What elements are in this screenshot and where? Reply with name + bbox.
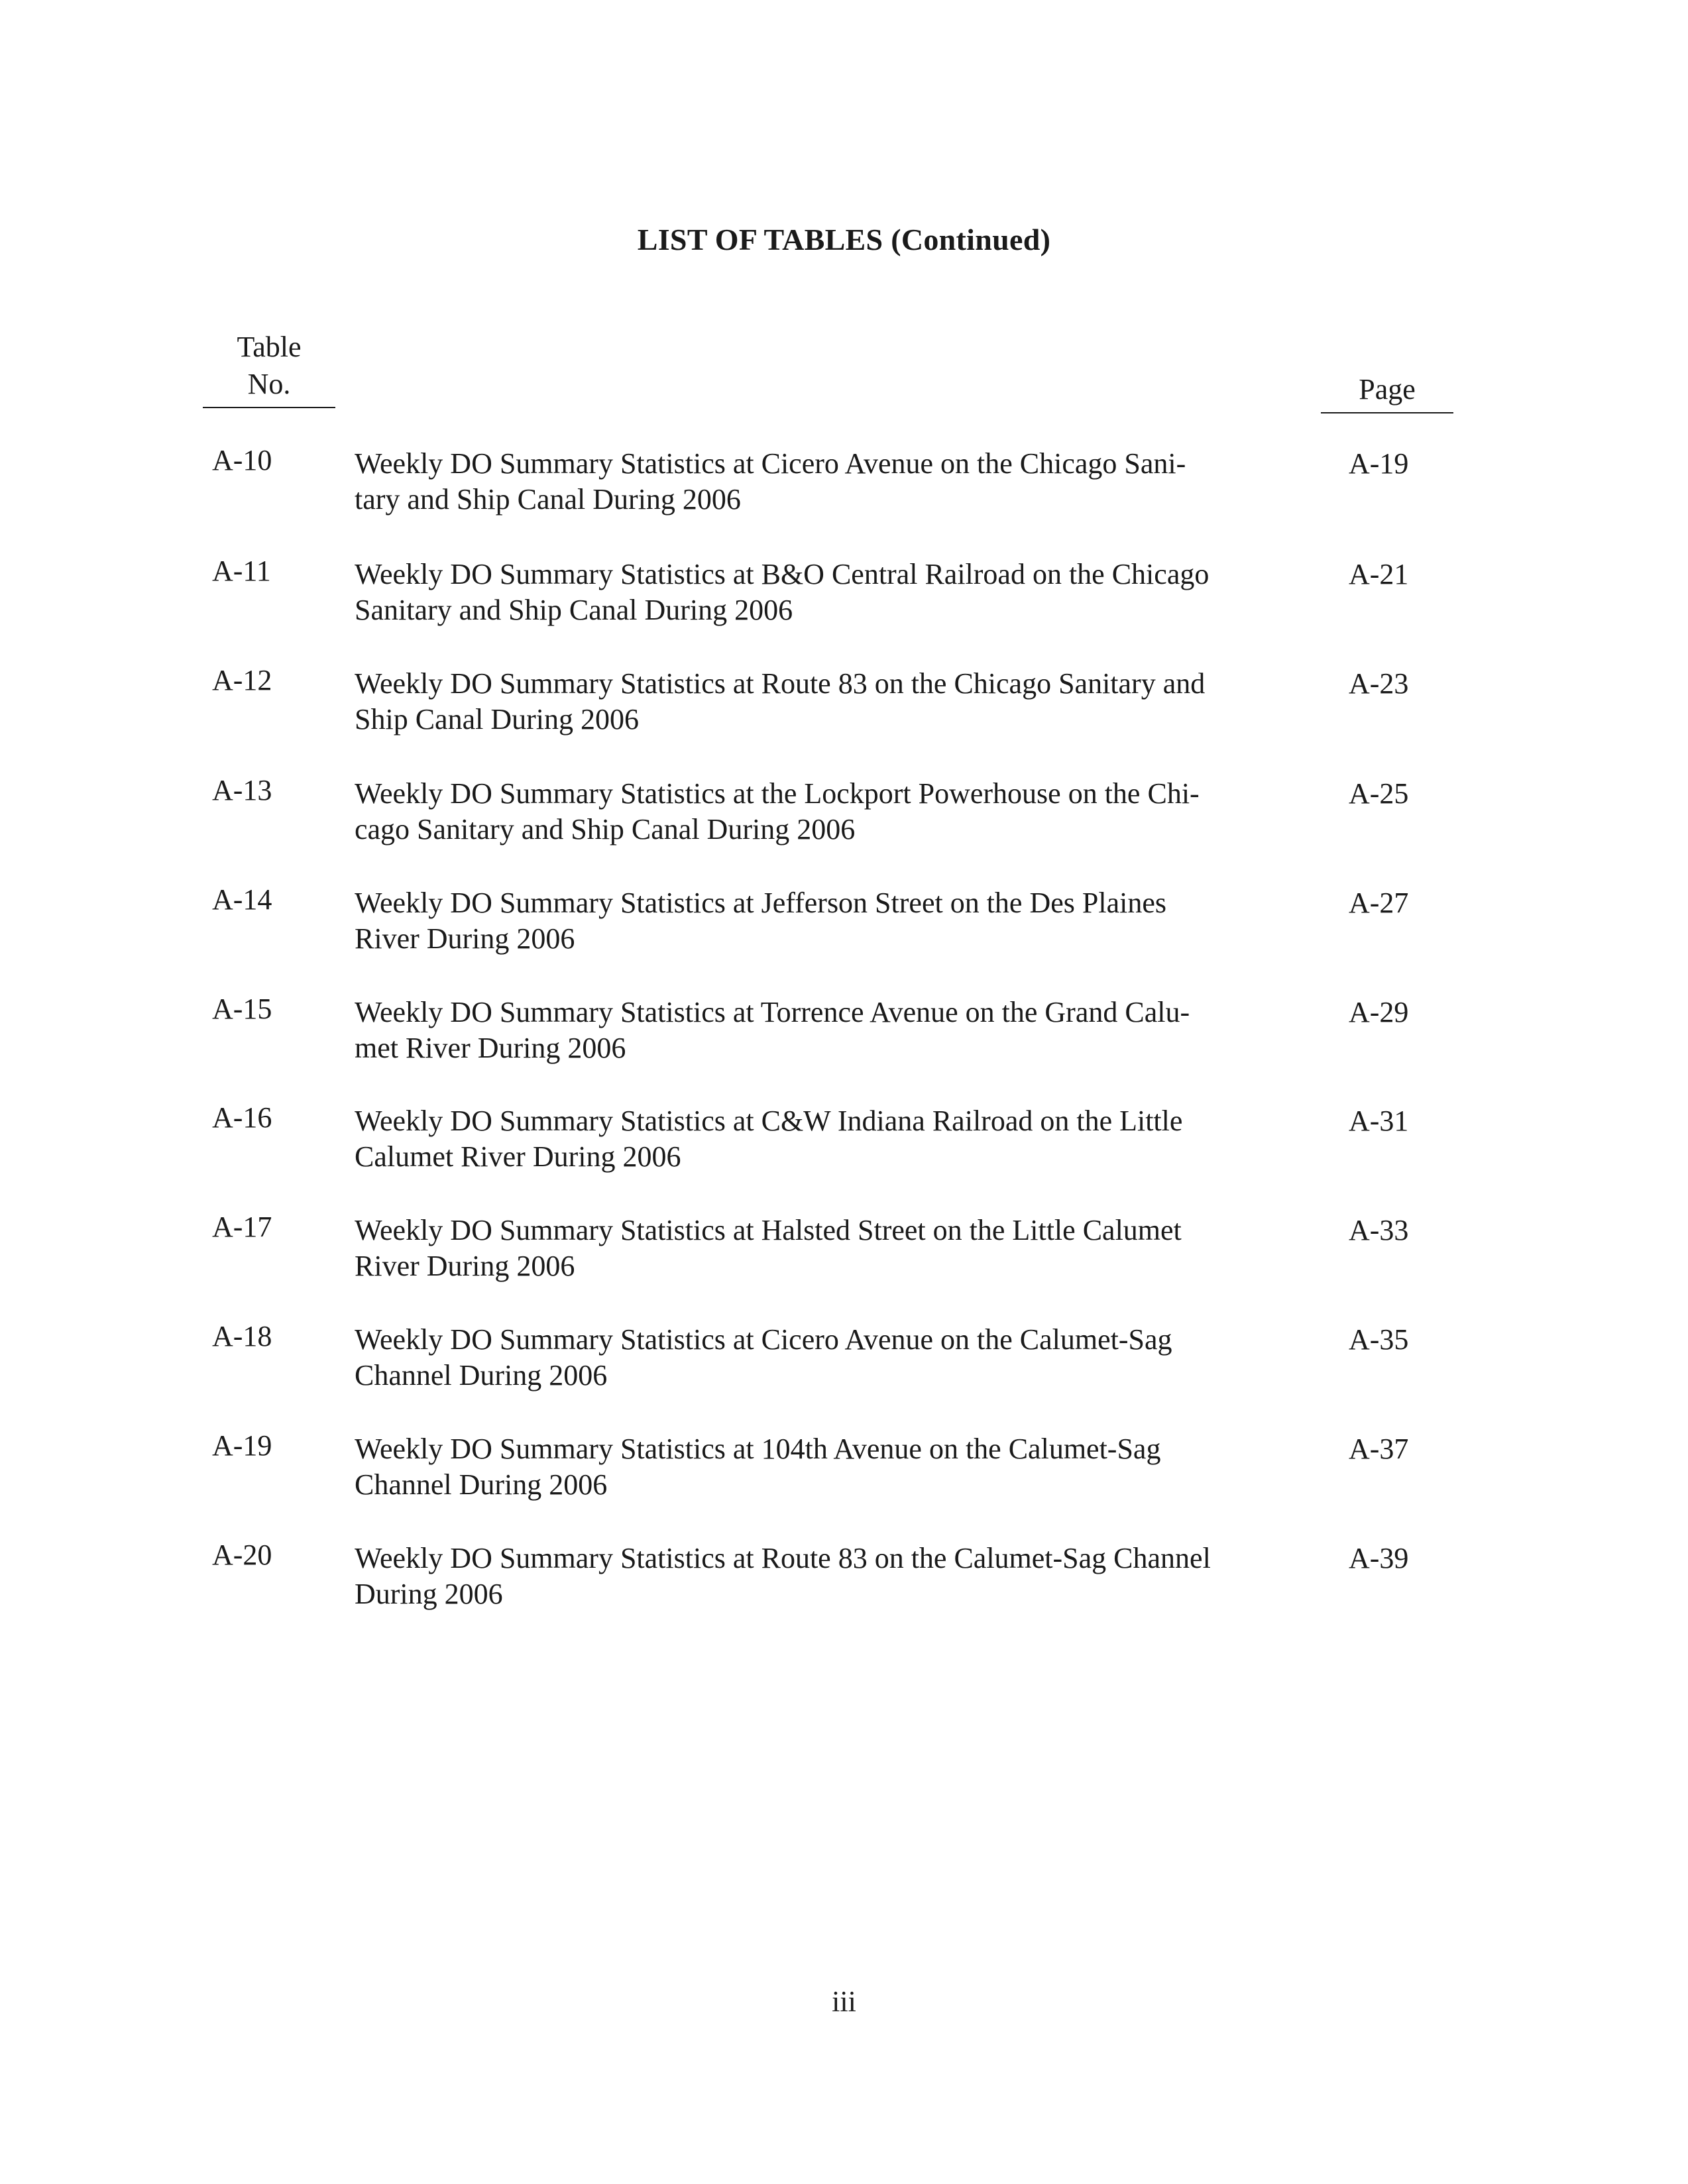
list-item[interactable] [0, 1319, 1688, 1392]
table-number: A-17 [212, 1211, 272, 1243]
table-description-line: tary and Ship Canal During 2006 [355, 483, 741, 516]
table-description-line: Weekly DO Summary Statistics at Cicero Avenue on the Chicago Sani- [355, 447, 1186, 480]
table-description [355, 666, 1302, 737]
table-description-line: Weekly DO Summary Statistics at Route 83 on the Calumet-Sag Channel [355, 1542, 1211, 1574]
page-number: iii [832, 1985, 856, 2018]
list-item[interactable] [0, 991, 1688, 1064]
table-description [355, 1322, 1302, 1393]
table-number: A-13 [212, 774, 272, 806]
table-description-line: Weekly DO Summary Statistics at B&O Central Railroad on the Chicago [355, 558, 1210, 590]
table-number: A-18 [212, 1320, 272, 1352]
list-item[interactable] [0, 773, 1688, 846]
table-description [355, 1103, 1302, 1175]
table-description-line: River During 2006 [355, 922, 575, 955]
list-item[interactable] [0, 443, 1688, 516]
table-description-line: Calumet River During 2006 [355, 1140, 681, 1173]
page-reference: A-35 [1349, 1323, 1409, 1356]
table-description [355, 1431, 1302, 1503]
table-description-line: Sanitary and Ship Canal During 2006 [355, 594, 793, 626]
table-description-line: met River During 2006 [355, 1032, 626, 1064]
list-item[interactable] [0, 882, 1688, 955]
list-item[interactable] [0, 1428, 1688, 1501]
table-number: A-14 [212, 883, 272, 916]
table-description-line: Channel During 2006 [355, 1359, 608, 1392]
table-description [355, 885, 1302, 957]
list-item[interactable] [0, 663, 1688, 736]
list-item[interactable] [0, 553, 1688, 626]
page-reference: A-33 [1349, 1214, 1409, 1246]
table-description-line: Weekly DO Summary Statistics at C&W Indiana Railroad on the Little [355, 1105, 1183, 1137]
table-description [355, 1541, 1302, 1612]
page-reference: A-37 [1349, 1433, 1409, 1465]
table-description [355, 1213, 1302, 1284]
table-description-line: cago Sanitary and Ship Canal During 2006 [355, 813, 856, 846]
table-description-line: River During 2006 [355, 1250, 575, 1282]
table-description-line: Weekly DO Summary Statistics at Route 83 on the Chicago Sanitary and [355, 667, 1206, 700]
table-description [355, 557, 1302, 628]
page-reference: A-19 [1349, 447, 1409, 480]
page-title: LIST OF TABLES (Continued) [637, 223, 1051, 256]
page-reference: A-21 [1349, 558, 1409, 590]
table-number: A-10 [212, 444, 272, 476]
table-description-line: Channel During 2006 [355, 1468, 608, 1501]
list-item[interactable] [0, 1209, 1688, 1282]
table-number: A-12 [212, 664, 272, 696]
page-reference: A-31 [1349, 1105, 1409, 1137]
table-number: A-19 [212, 1429, 272, 1462]
column-header-page-label: Page [1359, 373, 1416, 406]
table-description-line: Weekly DO Summary Statistics at 104th Avenue on the Calumet-Sag [355, 1433, 1161, 1465]
column-header-table-line2: No. [247, 368, 291, 400]
column-header-table-line1: Table [237, 331, 302, 363]
list-item[interactable] [0, 1537, 1688, 1610]
page-reference: A-29 [1349, 996, 1409, 1028]
table-number: A-20 [212, 1539, 272, 1571]
table-description-line: Weekly DO Summary Statistics at the Lockport Powerhouse on the Chi- [355, 777, 1200, 810]
list-item[interactable] [0, 1100, 1688, 1173]
page-reference: A-25 [1349, 777, 1409, 810]
table-description-line: Weekly DO Summary Statistics at Halsted Street on the Little Calumet [355, 1214, 1182, 1246]
table-description-line: Ship Canal During 2006 [355, 703, 639, 736]
table-description-line: Weekly DO Summary Statistics at Jefferson Street on the Des Plaines [355, 887, 1166, 919]
table-description [355, 776, 1302, 847]
page-reference: A-23 [1349, 667, 1409, 700]
table-number: A-16 [212, 1101, 272, 1134]
table-number: A-11 [212, 555, 271, 587]
page-reference: A-39 [1349, 1542, 1409, 1574]
table-description-line: Weekly DO Summary Statistics at Cicero Avenue on the Calumet-Sag [355, 1323, 1172, 1356]
page-reference: A-27 [1349, 887, 1409, 919]
table-description-line: During 2006 [355, 1578, 503, 1610]
table-description [355, 446, 1302, 518]
table-description [355, 995, 1302, 1066]
table-number: A-15 [212, 993, 272, 1025]
table-description-line: Weekly DO Summary Statistics at Torrence Avenue on the Grand Calu- [355, 996, 1190, 1028]
